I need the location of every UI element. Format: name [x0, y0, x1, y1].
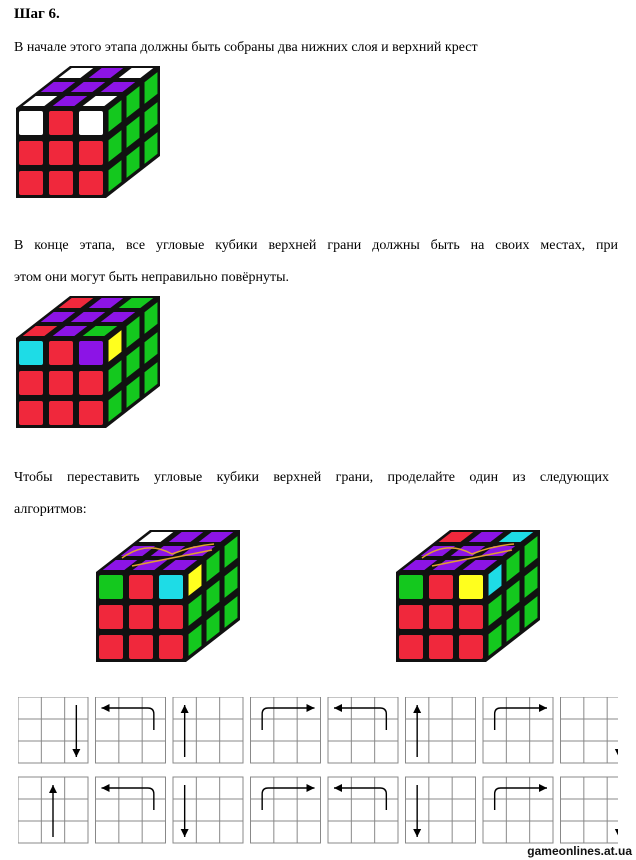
front-sticker — [49, 171, 73, 195]
move-grid-down-left-col — [406, 777, 476, 843]
front-sticker — [19, 401, 43, 425]
move-grid-down-right-col — [561, 697, 619, 763]
move-grid-right-turn — [251, 697, 321, 763]
cube-end-state — [12, 292, 172, 442]
move-grid-up-left-turn — [328, 777, 398, 843]
move-grid-right-turn — [483, 777, 553, 843]
move-grid-down-right-col — [18, 697, 88, 763]
front-sticker — [399, 635, 423, 659]
move-grid-down-right-col — [561, 777, 619, 843]
instruction-paragraph-line1: Чтобы переставить угловые кубики верхней грани, проделайте один из следующих — [14, 470, 609, 485]
cube-algorithm-left — [92, 526, 252, 676]
site-watermark: gameonlines.at.ua — [527, 844, 632, 858]
front-sticker — [459, 575, 483, 599]
move-grid-up-left-col — [173, 697, 243, 763]
front-sticker — [19, 141, 43, 165]
front-sticker — [429, 605, 453, 629]
front-sticker — [399, 605, 423, 629]
move-grid-up-left-turn — [328, 697, 398, 763]
front-sticker — [19, 371, 43, 395]
cube-start-state — [12, 62, 172, 212]
front-sticker — [129, 635, 153, 659]
end-state-paragraph-line2: этом они могут быть неправильно повёрнуты. — [14, 270, 289, 285]
end-state-paragraph-line1: В конце этапа, все угловые кубики верхней грани должны быть на своих местах, при — [14, 238, 618, 253]
front-sticker — [79, 401, 103, 425]
front-sticker — [159, 635, 183, 659]
front-sticker — [159, 605, 183, 629]
front-sticker — [49, 401, 73, 425]
front-sticker — [79, 371, 103, 395]
intro-paragraph: В начале этого этапа должны быть собраны два нижних слоя и верхний крест — [14, 40, 478, 55]
front-sticker — [459, 605, 483, 629]
step-heading: Шаг 6. — [14, 6, 60, 22]
front-sticker — [429, 575, 453, 599]
move-grid-down-left-col — [173, 777, 243, 843]
front-sticker — [399, 575, 423, 599]
front-sticker — [49, 341, 73, 365]
front-sticker — [129, 605, 153, 629]
front-sticker — [99, 575, 123, 599]
move-grid-up-left-col — [406, 697, 476, 763]
front-sticker — [129, 575, 153, 599]
move-grid-up-left-turn — [96, 697, 166, 763]
algorithm-move-grids — [18, 697, 618, 847]
cube-algorithm-right — [392, 526, 552, 676]
front-sticker — [49, 371, 73, 395]
move-grid-right-turn — [251, 777, 321, 843]
front-sticker — [19, 341, 43, 365]
move-grid-up-mid-col — [18, 777, 88, 843]
front-sticker — [79, 111, 103, 135]
front-sticker — [79, 141, 103, 165]
instruction-paragraph-line2: алгоритмов: — [14, 502, 87, 517]
front-sticker — [79, 341, 103, 365]
front-sticker — [99, 605, 123, 629]
move-grid-right-turn — [483, 697, 553, 763]
front-sticker — [19, 111, 43, 135]
front-sticker — [19, 171, 43, 195]
front-sticker — [429, 635, 453, 659]
front-sticker — [79, 171, 103, 195]
move-grid-up-left-turn — [96, 777, 166, 843]
front-sticker — [459, 635, 483, 659]
front-sticker — [99, 635, 123, 659]
front-sticker — [49, 141, 73, 165]
front-sticker — [49, 111, 73, 135]
front-sticker — [159, 575, 183, 599]
